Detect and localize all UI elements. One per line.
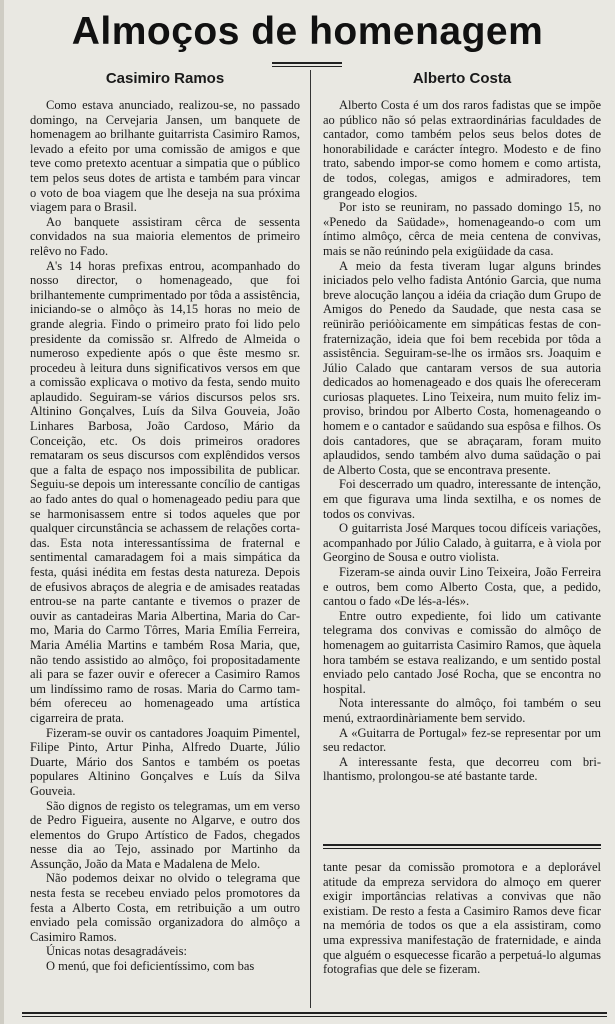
paragraph: Ao banquete assistiram cêrca de sessenta convidados na sua maioria elementos de primeiro relêvo no Fado.: [30, 214, 300, 258]
paragraph: A meio da festa tiveram lugar alguns brindes iniciados pelo velho fadista António Garcia, que numa breve alocução lançou a idéia da criação dum Grupo de Amigos do Penedo da Saudade, que nesta casa se reünirão perióòicamente em simpáticas festas de confraternização, ideia que foi bem recebida por tôda a assistência. Seguiram-se-lhe os irmãos srs. Joaquim e Júlio Calado que cantaram versos de sua autoria dedicados ao homenageado e dos quais lhe ofereceram curiosas plaquetes. Lino Teixeira, num muito feliz improviso, brindou por Alberto Costa, homenageando o homem e o cantador e saüdando sua espôsa e filhos. Os dois cantadores, que se abraçaram, foram muito aplaudidos, sendo também alvo duma saüdação o pai de Alberto Costa, que se encontrava presente.: [323, 258, 601, 477]
left-column-heading: Casimiro Ramos: [105, 70, 225, 87]
bottom-rule-thin: [22, 1016, 607, 1017]
paragraph: São dignos de registo os telegramas, um em verso de Pedro Figueira, ausente no Algarve, e outro dos elementos do Grupo Artístico de Fados, chegados nesse dia ao Tejo, assinado por Martinho da Assunção, João da Mata e Madalena de Melo.: [30, 798, 300, 871]
left-column-text: [30, 98, 300, 1008]
article-title: Almoços de homenagem: [71, 10, 544, 53]
paragraph: Únicas notas desagradáveis:: [46, 944, 187, 959]
bottom-rule: [22, 1012, 607, 1014]
paragraph: Alberto Costa é um dos raros fadistas que se impõe ao público não só pelas extraordinárias faculdades de cantador, como também pelos seus belos dotes de honorabilidade e carácter íntegro. Modesto e de fino trato, sabendo impor-se como homem e como artista, de todos, colegas, amigos e admiradores, tem grangeado elogios.: [323, 98, 601, 200]
column-divider: [310, 70, 311, 1008]
title-underline: [272, 62, 342, 64]
paragraph: Fizeram-se ainda ouvir Lino Teixeira, João Ferreira e outros, bem como Alberto Costa, que, a pedido, cantou o fado «De lés-a-lés».: [323, 565, 601, 609]
section-separator: [323, 844, 601, 846]
continuation-text: [323, 860, 601, 1008]
paragraph: tante pesar da comissão promotora e a deplorável atitude da empreza servidora do almoço em querer exigir importâncias relativas a convivas que não existiam. De resto a festa a Casimiro Ramos deve ficar na memória de todos os que a ela assistiram, como uma expressiva manifestação de fraternidade, e ainda que alguém o esquecesse ficarão a perpetuá-lo algumas fotografias que dele se fizeram.: [323, 860, 601, 977]
paragraph: O guitarrista José Marques tocou difíceis variações, acompanhado por Júlio Calado, à guitarra, e à viola por Georgino de Sousa e outro violista.: [323, 521, 601, 565]
paragraph: Nota interessante do almôço, foi também o seu menú, extraordinàriamente bem servido.: [323, 696, 601, 725]
paragraph: Como estava anunciado, realizou-se, no passado domingo, na Cervejaria Jansen, um banquete de homenagem ao brilhante guitarrista Casimiro Ramos, levado a efeito por uma comissão de amigos e que teve como pretexto acentuar a simpatia que o público tem pelos seus dotes de artista e também para vincar o voto de boa viagem que lhe deseja na sua próxima viagem para o Brasil.: [30, 98, 300, 215]
paragraph: Entre outro expediente, foi lido um cativante telegrama dos convivas e comissão do almôço de homenagem ao guitarrista Casimiro Ramos, que àquela hora também se estava realizando, e um sentido postal enviado pelo cantado José Rocha, que se encontra no hospital.: [323, 608, 601, 696]
right-column-heading: Alberto Costa: [412, 70, 512, 87]
paragraph: Por isto se reuniram, no passado domingo 15, no «Penedo da Saüdade», homenageando-o com um íntimo almôço, cêrca de meia centena de convivas, mais se não reúnindo pela exigüidade da casa.: [323, 200, 601, 258]
paragraph: A's 14 horas prefixas entrou, acompanhado do nosso director, o homenageado, que foi brilhantemente cumprimentado por tôda a assistência, iniciando-se o almôço às 14,15 horas no meio de grande alegria. Findo o primeiro prato foi lido pelo presidente da comissão sr. Alfredo de Almeida o numeroso expediente após o que êste mesmo sr. procedeu à leitura duns significativos versos em que a comissão explicava o motivo da festa, sendo muito aplaudido. Seguiram-se vários discursos pelos srs. Altinino Gonçalves, Luís da Silva Gouveia, João Linhares Barbosa, João Cardoso, Mário da Conceição, etc. Os dois primeiros oradores remataram os seus discursos com explêndidos versos que a falta de espaço nos impossibilita de publicar. Seguiu-se depois um interessante concílio de cantigas ao fado antes do qual o homenageado pediu para que se harmonisassem entre si todos aqueles que por qualquer circunstância se achassem de relações cortadas. Esta nota interessantíssima de fraternal e sentimental camaradagem foi a mais simpática da festa, quási inédita em festas desta natureza. Depois de efusivos abraços de alegria e de amisades reatadas entrou-se na parte cantante e tivemos o prazer de ouvir as cantadeiras Maria Albertina, Maria do Carmo, Maria do Carmo Tôrres, Maria Emília Ferreira, Maria Amélia Martins e também Rosa Maria, que, não tendo assistido ao almôço, foi propositadamente ali para se fazer ouvir e oferecer a Casimiro Ramos um lindíssimo ramo de rosas. Maria do Carmo também ofereceu ao homenageado uma artística cigarreira de prata.: [30, 258, 300, 725]
paragraph: Não podemos deixar no olvido o telegrama que nesta festa se recebeu enviado pelos promotores da festa a Alberto Costa, em retribuição a um outro enviado pela comissão organizadora do almôço a Casimiro Ramos.: [30, 871, 300, 944]
right-column-text: [323, 98, 601, 836]
paragraph: Foi descerrado um quadro, interessante de intenção, em que figurava uma linda sextilha, e os nomes de todos os convivas.: [323, 477, 601, 521]
paragraph: A interessante festa, que decorreu com brilhantismo, prolongou-se até bastante tarde.: [323, 754, 601, 784]
paragraph: Fizeram-se ouvir os cantadores Joaquim Pimentel, Filipe Pinto, Artur Pinha, Alfredo Duarte, Júlio Duarte, Mário dos Santos e também os poetas populares Altinino Gonçalves e Luís da Silva Gouveia.: [30, 725, 300, 798]
title-underline-thin: [272, 66, 342, 67]
paragraph: A «Guitarra de Portugal» fez-se representar por um seu redactor.: [323, 725, 601, 755]
page-edge-shadow: [0, 0, 4, 1024]
paragraph: O menú, que foi deficientíssimo, com bas: [46, 959, 255, 974]
section-separator-thin: [323, 848, 601, 849]
